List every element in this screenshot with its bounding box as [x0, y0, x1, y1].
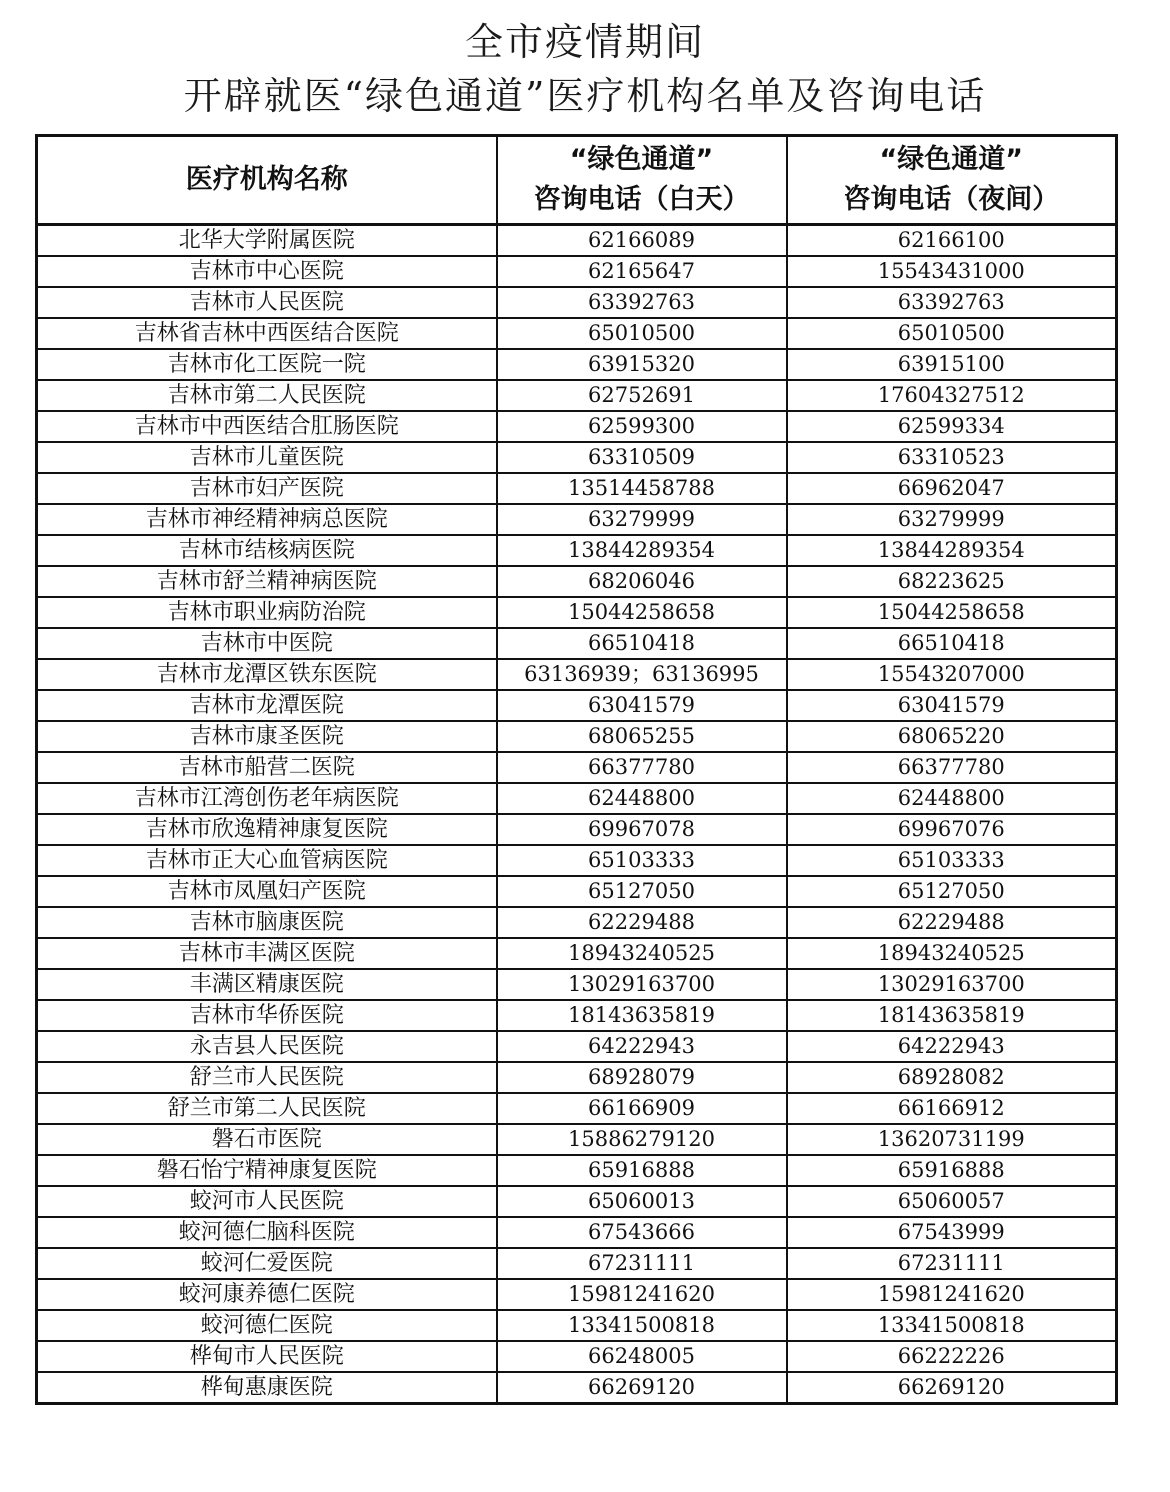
- night-phone-cell: 63915100: [787, 349, 1117, 380]
- table-row: [37, 938, 1117, 969]
- day-phone-cell: 62229488: [497, 907, 787, 938]
- table-header-row: [37, 136, 1117, 225]
- night-phone-cell: 18943240525: [787, 938, 1117, 969]
- institution-name-cell: 舒兰市第二人民医院: [37, 1093, 497, 1124]
- day-phone-cell: 68065255: [497, 721, 787, 752]
- day-phone-cell: 67543666: [497, 1217, 787, 1248]
- day-phone-cell: 15886279120: [497, 1124, 787, 1155]
- day-phone-cell: 63915320: [497, 349, 787, 380]
- header-day-phone: [497, 136, 787, 225]
- night-phone-cell: 13620731199: [787, 1124, 1117, 1155]
- institution-name-cell: 吉林市船营二医院: [37, 752, 497, 783]
- institution-name-cell: 磐石怡宁精神康复医院: [37, 1155, 497, 1186]
- night-phone-cell: 17604327512: [787, 380, 1117, 411]
- night-phone-cell: 62448800: [787, 783, 1117, 814]
- day-phone-cell: 13341500818: [497, 1310, 787, 1341]
- night-phone-cell: 67231111: [787, 1248, 1117, 1279]
- table-row: [37, 1124, 1117, 1155]
- day-phone-cell: 13514458788: [497, 473, 787, 504]
- institution-name-cell: 蛟河仁爱医院: [37, 1248, 497, 1279]
- institution-name-cell: 吉林市欣逸精神康复医院: [37, 814, 497, 845]
- institution-name-cell: 桦甸惠康医院: [37, 1372, 497, 1404]
- day-phone-cell: 13029163700: [497, 969, 787, 1000]
- table-row: [37, 597, 1117, 628]
- table-row: [37, 287, 1117, 318]
- table-row: [37, 1000, 1117, 1031]
- day-phone-cell: 66510418: [497, 628, 787, 659]
- page-title-line1: 全市疫情期间: [464, 20, 705, 64]
- day-phone-cell: 63392763: [497, 287, 787, 318]
- table-row: [37, 442, 1117, 473]
- institution-name-cell: 吉林市舒兰精神病医院: [37, 566, 497, 597]
- institution-name-cell: 吉林市人民医院: [37, 287, 497, 318]
- night-phone-cell: 67543999: [787, 1217, 1117, 1248]
- day-phone-cell: 62166089: [497, 225, 787, 257]
- institution-name-cell: 吉林市儿童医院: [37, 442, 497, 473]
- table-row: [37, 876, 1117, 907]
- table-row: [37, 256, 1117, 287]
- table-row: [37, 1217, 1117, 1248]
- table-row: [37, 1372, 1117, 1404]
- night-phone-cell: 69967076: [787, 814, 1117, 845]
- day-phone-cell: 62165647: [497, 256, 787, 287]
- night-phone-cell: 63310523: [787, 442, 1117, 473]
- day-phone-cell: 63136939；63136995: [497, 659, 787, 690]
- institution-name-cell: 吉林市江湾创伤老年病医院: [37, 783, 497, 814]
- table-row: [37, 814, 1117, 845]
- table-row: [37, 349, 1117, 380]
- table-row: [37, 1155, 1117, 1186]
- table-row: [37, 1093, 1117, 1124]
- day-phone-cell: 65127050: [497, 876, 787, 907]
- table-row: [37, 1341, 1117, 1372]
- table-row: [37, 752, 1117, 783]
- night-phone-cell: 62229488: [787, 907, 1117, 938]
- institution-name-cell: 蛟河市人民医院: [37, 1186, 497, 1217]
- institution-name-cell: 吉林市龙潭医院: [37, 690, 497, 721]
- table-row: [37, 907, 1117, 938]
- header-institution-name: [37, 136, 497, 225]
- night-phone-cell: 65103333: [787, 845, 1117, 876]
- table-row: [37, 1186, 1117, 1217]
- day-phone-cell: 68928079: [497, 1062, 787, 1093]
- institution-name-cell: 北华大学附属医院: [37, 225, 497, 257]
- day-phone-cell: 64222943: [497, 1031, 787, 1062]
- night-phone-cell: 64222943: [787, 1031, 1117, 1062]
- night-phone-cell: 15543431000: [787, 256, 1117, 287]
- day-phone-cell: 65103333: [497, 845, 787, 876]
- night-phone-cell: 65060057: [787, 1186, 1117, 1217]
- night-phone-cell: 68065220: [787, 721, 1117, 752]
- header-night-phone-line1: “绿色通道”: [879, 144, 1023, 175]
- table-row: [37, 628, 1117, 659]
- table-row: [37, 566, 1117, 597]
- table-row: [37, 1062, 1117, 1093]
- institution-name-cell: 吉林市中西医结合肛肠医院: [37, 411, 497, 442]
- table-row: [37, 1310, 1117, 1341]
- night-phone-cell: 66510418: [787, 628, 1117, 659]
- institution-name-cell: 吉林市丰满区医院: [37, 938, 497, 969]
- night-phone-cell: 68223625: [787, 566, 1117, 597]
- table-row: [37, 659, 1117, 690]
- day-phone-cell: 62448800: [497, 783, 787, 814]
- night-phone-cell: 66222226: [787, 1341, 1117, 1372]
- table-row: [37, 411, 1117, 442]
- header-institution-name-label: 医疗机构名称: [185, 164, 348, 195]
- header-day-phone-line2: 咨询电话（白天）: [533, 184, 750, 215]
- night-phone-cell: 63279999: [787, 504, 1117, 535]
- night-phone-cell: 13341500818: [787, 1310, 1117, 1341]
- table-row: [37, 721, 1117, 752]
- institution-name-cell: 吉林市化工医院一院: [37, 349, 497, 380]
- night-phone-cell: 66269120: [787, 1372, 1117, 1404]
- table-row: [37, 969, 1117, 1000]
- night-phone-cell: 18143635819: [787, 1000, 1117, 1031]
- day-phone-cell: 18143635819: [497, 1000, 787, 1031]
- table-row: [37, 318, 1117, 349]
- day-phone-cell: 18943240525: [497, 938, 787, 969]
- table-row: [37, 783, 1117, 814]
- night-phone-cell: 63392763: [787, 287, 1117, 318]
- night-phone-cell: 15981241620: [787, 1279, 1117, 1310]
- day-phone-cell: 13844289354: [497, 535, 787, 566]
- day-phone-cell: 69967078: [497, 814, 787, 845]
- header-night-phone: [787, 136, 1117, 225]
- hospital-hotline-table: [35, 134, 1118, 1405]
- night-phone-cell: 13029163700: [787, 969, 1117, 1000]
- institution-name-cell: 磐石市医院: [37, 1124, 497, 1155]
- day-phone-cell: 66248005: [497, 1341, 787, 1372]
- institution-name-cell: 吉林市结核病医院: [37, 535, 497, 566]
- institution-name-cell: 舒兰市人民医院: [37, 1062, 497, 1093]
- table-row: [37, 535, 1117, 566]
- table-body: [37, 225, 1117, 1404]
- institution-name-cell: 吉林市龙潭区铁东医院: [37, 659, 497, 690]
- night-phone-cell: 66166912: [787, 1093, 1117, 1124]
- institution-name-cell: 蛟河德仁脑科医院: [37, 1217, 497, 1248]
- night-phone-cell: 68928082: [787, 1062, 1117, 1093]
- day-phone-cell: 66166909: [497, 1093, 787, 1124]
- institution-name-cell: 吉林市中医院: [37, 628, 497, 659]
- institution-name-cell: 吉林市凤凰妇产医院: [37, 876, 497, 907]
- institution-name-cell: 吉林市正大心血管病医院: [37, 845, 497, 876]
- page-title-line2: 开辟就医“绿色通道”医疗机构名单及咨询电话: [183, 74, 987, 118]
- table-row: [37, 473, 1117, 504]
- night-phone-cell: 65127050: [787, 876, 1117, 907]
- institution-name-cell: 吉林市职业病防治院: [37, 597, 497, 628]
- night-phone-cell: 15543207000: [787, 659, 1117, 690]
- day-phone-cell: 67231111: [497, 1248, 787, 1279]
- day-phone-cell: 68206046: [497, 566, 787, 597]
- day-phone-cell: 62752691: [497, 380, 787, 411]
- night-phone-cell: 15044258658: [787, 597, 1117, 628]
- day-phone-cell: 62599300: [497, 411, 787, 442]
- day-phone-cell: 65916888: [497, 1155, 787, 1186]
- table-row: [37, 1279, 1117, 1310]
- day-phone-cell: 15981241620: [497, 1279, 787, 1310]
- day-phone-cell: 63310509: [497, 442, 787, 473]
- institution-name-cell: 吉林市中心医院: [37, 256, 497, 287]
- night-phone-cell: 65010500: [787, 318, 1117, 349]
- table-row: [37, 690, 1117, 721]
- night-phone-cell: 65916888: [787, 1155, 1117, 1186]
- table-row: [37, 1031, 1117, 1062]
- institution-name-cell: 吉林市脑康医院: [37, 907, 497, 938]
- institution-name-cell: 丰满区精康医院: [37, 969, 497, 1000]
- night-phone-cell: 66377780: [787, 752, 1117, 783]
- header-day-phone-line1: “绿色通道”: [569, 144, 714, 175]
- institution-name-cell: 吉林市神经精神病总医院: [37, 504, 497, 535]
- institution-name-cell: 永吉县人民医院: [37, 1031, 497, 1062]
- day-phone-cell: 65060013: [497, 1186, 787, 1217]
- night-phone-cell: 13844289354: [787, 535, 1117, 566]
- day-phone-cell: 65010500: [497, 318, 787, 349]
- institution-name-cell: 吉林市第二人民医院: [37, 380, 497, 411]
- institution-name-cell: 桦甸市人民医院: [37, 1341, 497, 1372]
- day-phone-cell: 63041579: [497, 690, 787, 721]
- institution-name-cell: 吉林省吉林中西医结合医院: [37, 318, 497, 349]
- night-phone-cell: 66962047: [787, 473, 1117, 504]
- day-phone-cell: 66269120: [497, 1372, 787, 1404]
- table-row: [37, 845, 1117, 876]
- header-night-phone-line2: 咨询电话（夜间）: [843, 184, 1060, 215]
- institution-name-cell: 蛟河康养德仁医院: [37, 1279, 497, 1310]
- day-phone-cell: 63279999: [497, 504, 787, 535]
- table-row: [37, 504, 1117, 535]
- institution-name-cell: 蛟河德仁医院: [37, 1310, 497, 1341]
- night-phone-cell: 62166100: [787, 225, 1117, 257]
- institution-name-cell: 吉林市康圣医院: [37, 721, 497, 752]
- institution-name-cell: 吉林市妇产医院: [37, 473, 497, 504]
- night-phone-cell: 62599334: [787, 411, 1117, 442]
- institution-name-cell: 吉林市华侨医院: [37, 1000, 497, 1031]
- night-phone-cell: 63041579: [787, 690, 1117, 721]
- day-phone-cell: 66377780: [497, 752, 787, 783]
- table-row: [37, 380, 1117, 411]
- table-row: [37, 225, 1117, 257]
- day-phone-cell: 15044258658: [497, 597, 787, 628]
- table-row: [37, 1248, 1117, 1279]
